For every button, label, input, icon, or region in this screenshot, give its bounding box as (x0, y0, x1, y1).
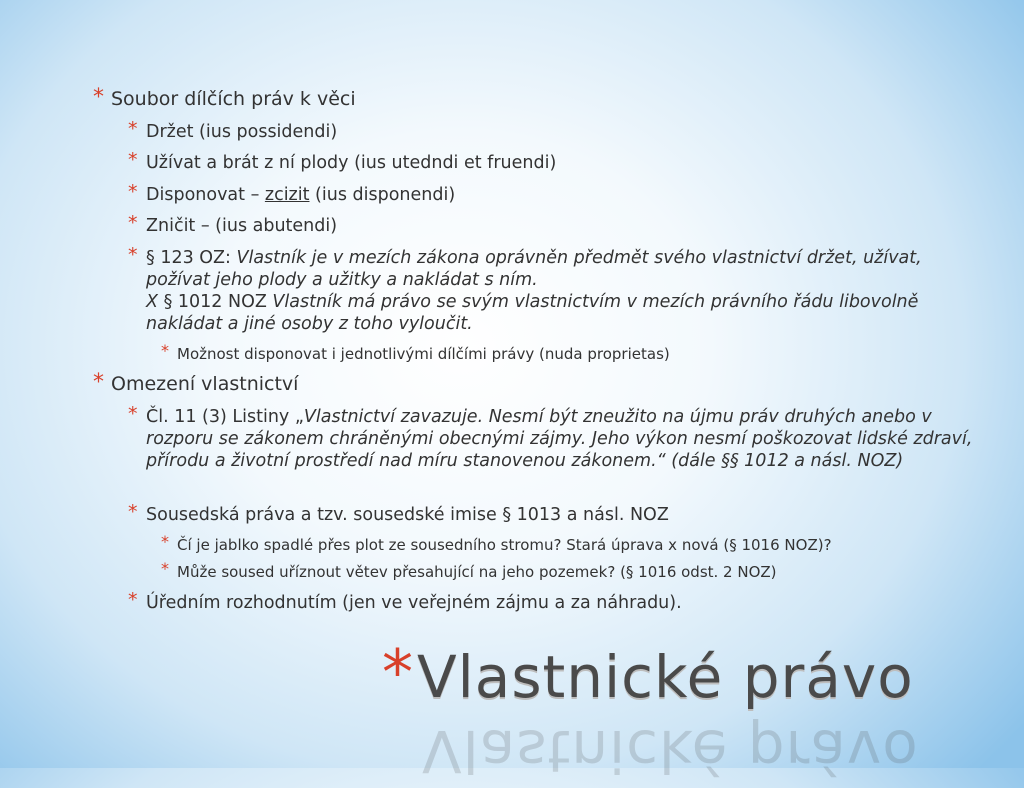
bullet-l3-vetev (161, 559, 777, 582)
bullet-l2-disponovat (128, 181, 456, 206)
bullet-l2-uzivat (128, 149, 557, 174)
bullet-text (146, 406, 976, 472)
bullet-text: Omezení vlastnictví (111, 373, 299, 395)
asterisk-bullet-icon: * (128, 403, 138, 425)
bullet-l1-omezeni (93, 370, 299, 395)
slide-title-text: Vlastnické právo (417, 643, 914, 711)
text-run: Čl. 11 (3) Listiny „ (146, 407, 304, 427)
bullet-l2-urednim (128, 589, 682, 614)
bullet-text: Možnost disponovat i jednotlivými dílčími právy (nuda proprietas) (177, 345, 670, 363)
bullet-l2-znicit (128, 212, 338, 237)
slide-title-reflection: Vlastnické právo (422, 717, 919, 785)
asterisk-bullet-icon: * (128, 589, 138, 611)
text-run: Disponovat – (146, 185, 265, 205)
asterisk-bullet-icon: * (128, 212, 138, 234)
bullet-l1-soubor (93, 85, 356, 110)
bullet-l3-moznost (161, 341, 670, 364)
asterisk-bullet-icon: * (128, 501, 138, 523)
bullet-l2-listina (128, 403, 988, 472)
bullet-text: Může soused uříznout větev přesahující na jeho pozemek? (§ 1016 odst. 2 NOZ) (177, 563, 777, 581)
asterisk-bullet-icon: * (128, 181, 138, 203)
bullet-text (146, 247, 956, 335)
bullet-text: Čí je jablko spadlé přes plot ze sousedního stromu? Stará úprava x nová (§ 1016 NOZ)? (177, 536, 832, 554)
asterisk-bullet-icon: * (161, 559, 169, 578)
bullet-l3-jablko (161, 532, 832, 555)
bullet-text (146, 184, 455, 206)
bullet-text: Užívat a brát z ní plody (ius utedndi et fruendi) (146, 153, 557, 173)
bullet-text: Držet (ius possidendi) (146, 122, 338, 142)
bullet-text: Soubor dílčích práv k věci (111, 88, 356, 110)
bullet-l2-sousedska (128, 501, 669, 526)
quote-italic: Vlastnictví zavazuje. Nesmí být zneužito na újmu práv druhých anebo v rozporu se zákonem chráněnými obecnými zájmy. Jeho výkon nesmí poškozovat lidské zdraví, přírodu a životní prostředí nad míru stanovenou zákonem.“ (dále §§ 1012 a násl. NOZ) (146, 407, 973, 471)
quote-italic: Vlastník má právo se svým vlastnictvím v mezích právního řádu libovolně nakládat a jiné osoby z toho vyloučit. (146, 292, 919, 334)
asterisk-bullet-icon: * (128, 118, 138, 140)
text-run: § 1012 NOZ (158, 292, 273, 312)
text-run: § 123 OZ: (146, 248, 237, 268)
bullet-text: Zničit – (ius abutendi) (146, 216, 338, 236)
slide-title (382, 636, 942, 714)
bullet-text: Úředním rozhodnutím (jen ve veřejném zájmu a za náhradu). (146, 593, 682, 613)
asterisk-bullet-icon: * (161, 341, 169, 360)
asterisk-bullet-icon: * (93, 370, 104, 395)
text-run: (ius disponendi) (309, 185, 456, 205)
zcizit-link[interactable]: zcizit (264, 185, 310, 205)
asterisk-bullet-icon: * (93, 85, 104, 110)
quote-italic: Vlastník je v mezích zákona oprávněn předmět svého vlastnictví držet, užívat, požívat jeho plody a užitky a nakládat s ním. (146, 248, 922, 290)
asterisk-bullet-icon: * (161, 532, 169, 551)
bullet-text: Sousedská práva a tzv. sousedské imise § 1013 a násl. NOZ (146, 505, 669, 525)
asterisk-bullet-icon: * (128, 244, 138, 266)
asterisk-bullet-icon: * (128, 149, 138, 171)
x-marker: X (146, 292, 158, 312)
bullet-l2-paragraf-123 (128, 244, 968, 335)
asterisk-title-icon: * (382, 636, 413, 709)
bullet-l2-drzet (128, 118, 338, 143)
